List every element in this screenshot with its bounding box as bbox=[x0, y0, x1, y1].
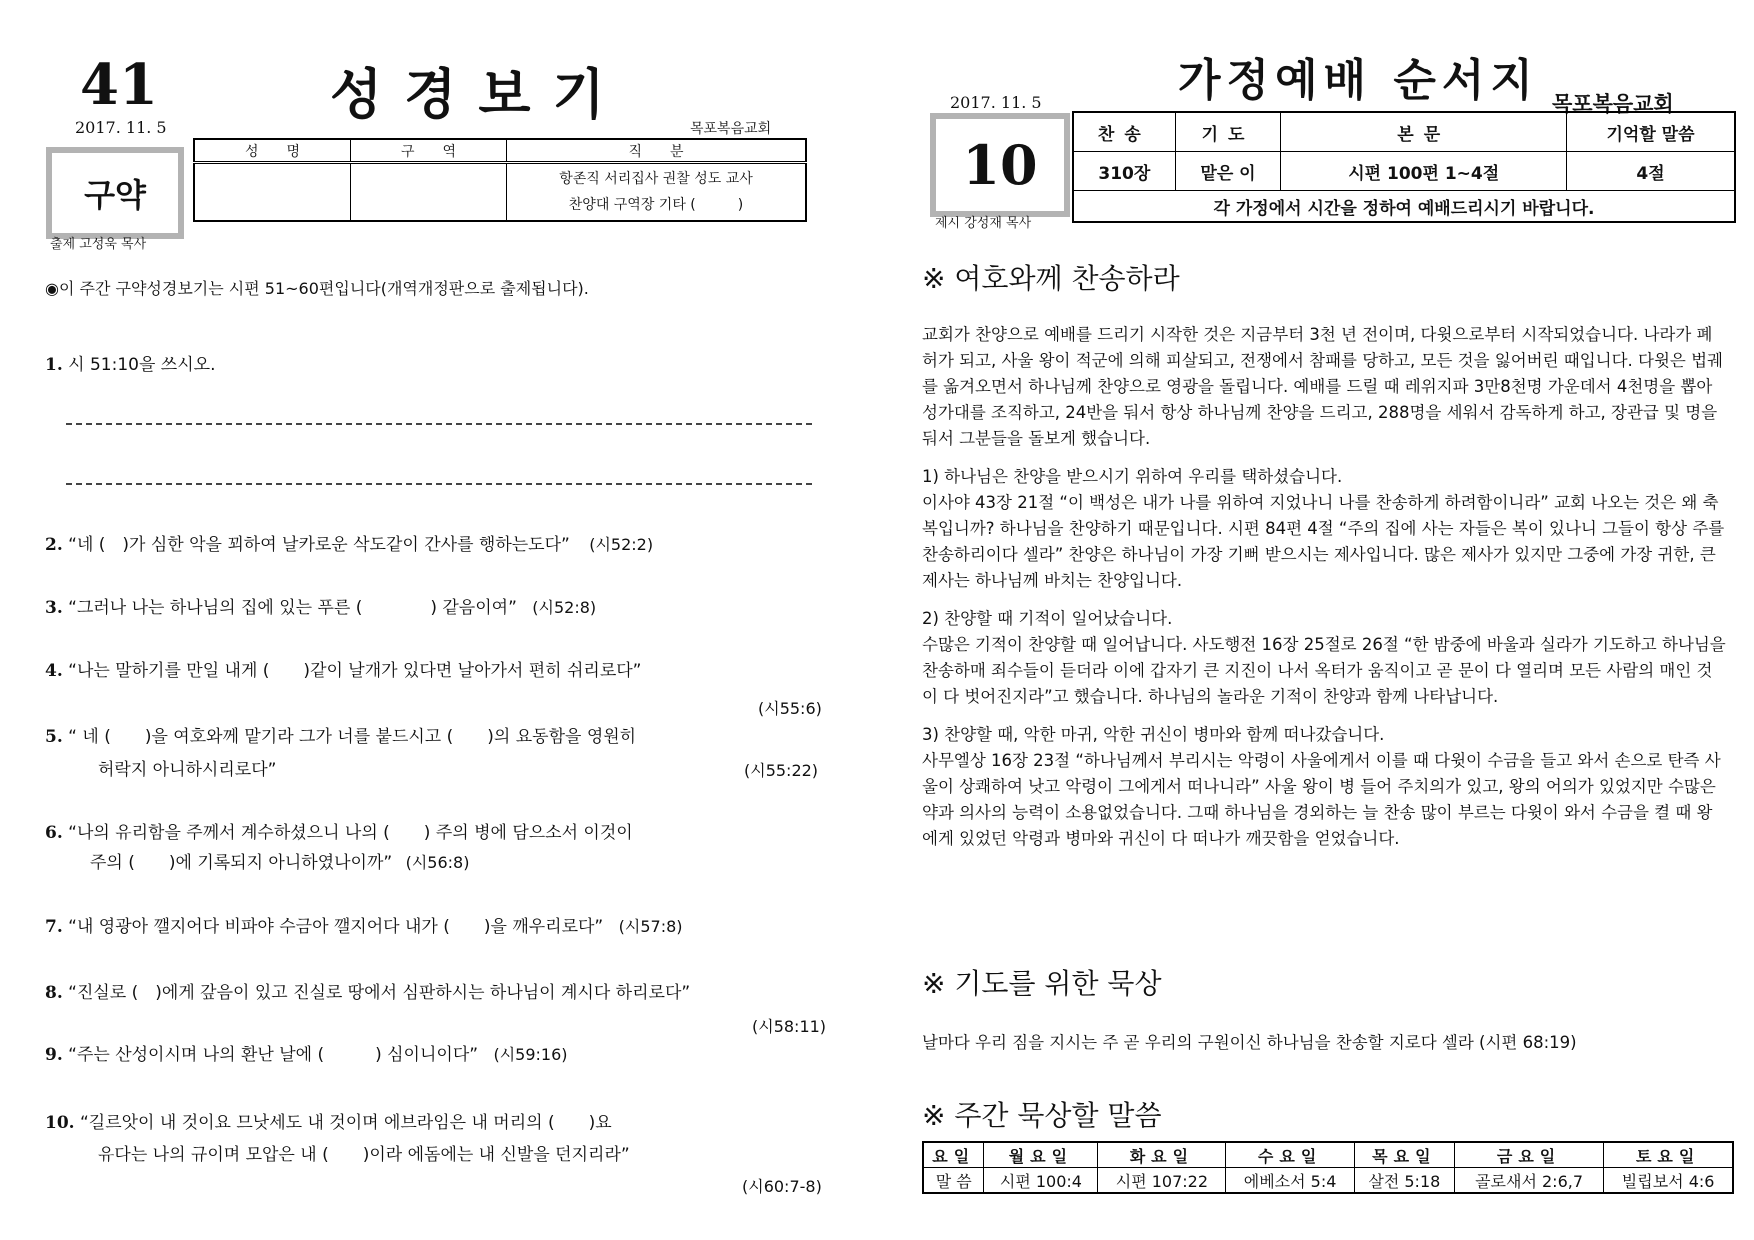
verse-cell: 시편 100:4 bbox=[984, 1168, 1098, 1194]
intro-line: ◉이 주간 구약성경보기는 시편 51~60편입니다(개역개정판으로 출제됩니다). bbox=[45, 279, 589, 298]
question-text: “길르앗이 내 것이요 므낫세도 내 것이며 에브라임은 내 머리의 ( )요 bbox=[79, 1113, 612, 1133]
issue-date: 2017. 11. 5 bbox=[950, 93, 1042, 112]
roles-line-2: 찬양대 구역장 기타 ( ) bbox=[568, 197, 744, 213]
question-number: 8. bbox=[45, 983, 63, 1003]
answer-line[interactable] bbox=[66, 423, 812, 425]
church-name: 목포복음교회 bbox=[690, 121, 772, 137]
question-text: “나는 말하기를 만일 내게 ( )같이 날개가 있다면 날아가서 편히 쉬리로다” bbox=[68, 661, 642, 681]
order-notice: 각 가정에서 시간을 정하여 예배드리시기 바랍니다. bbox=[1073, 191, 1735, 223]
weekday-header: 금요일 bbox=[1454, 1142, 1603, 1168]
question-number: 2. bbox=[45, 535, 63, 555]
weekday-header: 수요일 bbox=[1226, 1142, 1354, 1168]
hymn-header: 찬송 bbox=[1073, 112, 1175, 152]
testament-badge: 구약 bbox=[46, 147, 184, 239]
question-5-line2: 허락지 아니하시리로다” bbox=[98, 760, 277, 780]
verse-cell: 빌립보서 4:6 bbox=[1604, 1168, 1733, 1194]
memory-header: 기억할 말씀 bbox=[1567, 112, 1735, 152]
section-title: ※ 기도를 위한 묵상 bbox=[922, 967, 1162, 1000]
lesson-number: 41 bbox=[80, 52, 158, 118]
question-6 bbox=[45, 818, 633, 848]
question-number: 7. bbox=[45, 917, 63, 937]
weekday-header: 토요일 bbox=[1604, 1142, 1733, 1168]
question-8 bbox=[45, 978, 690, 1008]
question-number: 1. bbox=[45, 355, 63, 375]
question-text: “ 네 ( )을 여호와께 맡기라 그가 너를 붙드시고 ( )의 요동함을 영원히 bbox=[68, 727, 637, 747]
name-field[interactable] bbox=[194, 163, 351, 222]
weekly-verses-table bbox=[922, 1141, 1734, 1194]
answer-info-table bbox=[193, 138, 807, 222]
question-number: 10. bbox=[45, 1113, 75, 1133]
meditation-text: 날마다 우리 짐을 지시는 주 곧 우리의 구원이신 하나님을 찬송할 지로다 셀라 (시편 68:19) bbox=[922, 1033, 1577, 1052]
question-text: 주의 ( )에 기록되지 아니하였나이까” bbox=[90, 853, 393, 873]
page-title: 성경보기 bbox=[330, 63, 627, 126]
question-3 bbox=[45, 593, 596, 623]
roles-line-1: 항존직 서리집사 권찰 성도 교사 bbox=[559, 171, 753, 187]
question-10-line2: 유다는 나의 규이며 모압은 내 ( )이라 에돔에는 내 신발을 던지리라” bbox=[98, 1145, 630, 1165]
name-header: 성 명 bbox=[194, 139, 351, 163]
church-name: 목포복음교회 bbox=[1552, 92, 1674, 116]
weekday-header: 요일 bbox=[923, 1142, 984, 1168]
question-text: “나의 유리함을 주께서 계수하셨으니 나의 ( ) 주의 병에 담으소서 이것이 bbox=[68, 823, 633, 843]
author-line: 제시 강성재 목사 bbox=[935, 216, 1032, 231]
text-value: 시편 100편 1~4절 bbox=[1281, 152, 1567, 191]
verse-cell: 살전 5:18 bbox=[1354, 1168, 1454, 1194]
question-number: 6. bbox=[45, 823, 63, 843]
prayer-header: 기도 bbox=[1175, 112, 1281, 152]
section1-body bbox=[922, 322, 1727, 852]
memory-value: 4절 bbox=[1567, 152, 1735, 191]
scripture-ref: (시52:8) bbox=[532, 598, 597, 617]
paragraph: 교회가 찬양으로 예배를 드리기 시작한 것은 지금부터 3천 년 전이며, 다윗으로부터 시작되었습니다. 나라가 폐허가 되고, 사울 왕이 적군에 의해 피살되고, 전쟁에서 참패를 당하고, 모든 것을 잃어버린 때입니다. 다윗은 법궤를 옮겨오면서 하나님께 찬양으로 영광을 돌립니다. 예배를 드릴 때 레위지파 3만8천명 가운데서 4천명을 뽑아 성가대를 조직하고, 24반을 둬서 항상 하나님께 찬양을 드리고, 288명을 세워서 감독하게 하고, 장관급 및 명을 둬서 그분들을 돌보게 했습니다. bbox=[922, 325, 1723, 448]
question-text: “진실로 ( )에게 갚음이 있고 진실로 땅에서 심판하시는 하나님이 계시다 하리로다” bbox=[68, 983, 691, 1003]
hymn-value: 310장 bbox=[1073, 152, 1175, 191]
question-text: “내 영광아 깰지어다 비파야 수금아 깰지어다 내가 ( )을 깨우리로다” bbox=[68, 917, 604, 937]
question-5 bbox=[45, 722, 636, 752]
question-number: 3. bbox=[45, 598, 63, 618]
scripture-ref: (시59:16) bbox=[493, 1045, 568, 1064]
verse-cell: 에베소서 5:4 bbox=[1226, 1168, 1354, 1194]
position-header: 직 분 bbox=[507, 139, 807, 163]
question-10 bbox=[45, 1108, 612, 1138]
verse-cell: 골로새서 2:6,7 bbox=[1454, 1168, 1603, 1194]
section-title: ※ 여호와께 찬송하라 bbox=[922, 262, 1180, 295]
scripture-ref: (시56:8) bbox=[405, 853, 470, 872]
question-text: “주는 산성이시며 나의 환난 날에 ( ) 심이니이다” bbox=[68, 1045, 479, 1065]
scripture-ref: (시60:7-8) bbox=[742, 1177, 822, 1196]
question-number: 4. bbox=[45, 661, 63, 681]
scripture-ref: (시58:11) bbox=[752, 1017, 827, 1036]
question-9 bbox=[45, 1040, 568, 1070]
question-number: 9. bbox=[45, 1045, 63, 1065]
scripture-ref: (시52:2) bbox=[589, 535, 654, 554]
question-number: 5. bbox=[45, 727, 63, 747]
verse-row-label: 말 씀 bbox=[923, 1168, 984, 1194]
question-text: “그러나 나는 하나님의 집에 있는 푸른 ( ) 같음이여” bbox=[68, 598, 517, 618]
question-1 bbox=[45, 350, 215, 380]
district-header: 구 역 bbox=[351, 139, 507, 163]
prayer-value: 맡은 이 bbox=[1175, 152, 1281, 191]
issue-number-badge: 10 bbox=[930, 113, 1070, 217]
weekday-header: 월요일 bbox=[984, 1142, 1098, 1168]
scripture-ref: (시55:22) bbox=[744, 761, 819, 780]
answer-line[interactable] bbox=[66, 483, 812, 485]
question-6-line2 bbox=[90, 848, 469, 878]
issue-date: 2017. 11. 5 bbox=[75, 118, 167, 137]
weekday-header: 화요일 bbox=[1098, 1142, 1226, 1168]
verse-cell: 시편 107:22 bbox=[1098, 1168, 1226, 1194]
worship-guide-title: 가정예배 순서지 bbox=[1178, 55, 1539, 106]
position-options[interactable] bbox=[507, 163, 807, 222]
paragraph: 1) 하나님은 찬양을 받으시기 위하여 우리를 택하셨습니다. 이사야 43장 21절 “이 백성은 내가 나를 위하여 지었나니 나를 찬송하게 하려함이니라” 교회 나오는 것은 왜 축복입니까? 하나님을 찬양하기 때문입니다. 시편 84편 4절 “주의 집에 사는 자들은 복이 있나니 그들이 항상 주를 찬송하리이다 셀라” 찬양은 하나님이 가장 기뻐 받으시는 제사입니다. 많은 제사가 있지만 그중에 가장 귀한, 큰 제사는 하나님께 바치는 찬양입니다. bbox=[922, 467, 1725, 590]
question-4 bbox=[45, 656, 641, 686]
paragraph: 2) 찬양할 때 기적이 일어났습니다. 수많은 기적이 찬양할 때 일어납니다. 사도행전 16장 25절로 26절 “한 밤중에 바울과 실라가 기도하고 하나님을 찬송하매 죄수들이 듣더라 이에 갑자기 큰 지진이 나서 옥터가 움직이고 곧 문이 다 열리며 모든 사람의 매인 것이 다 벗어진지라”고 했습니다. 하나님의 놀라운 기적이 찬양과 함께 나타납니다. bbox=[922, 609, 1726, 706]
paragraph: 3) 찬양할 때, 악한 마귀, 악한 귀신이 병마와 함께 떠나갔습니다. 사무엘상 16장 23절 “하나님께서 부리시는 악령이 사울에게서 이를 때 다윗이 수금을 들고 와서 손으로 탄즉 사울이 상쾌하여 낫고 악령이 그에게서 떠나니라” 사울 왕이 병 들어 주치의가 있고, 왕의 어의가 있었지만 수많은 약과 의사의 능력이 소용없었습니다. 그때 하나님을 경외하는 늘 찬송 많이 부르는 다윗이 와서 수금을 켤 때 왕에게 있었던 악령과 병마와 귀신이 다 떠나가 깨끗함을 얻었습니다. bbox=[922, 725, 1721, 848]
scripture-ref: (시57:8) bbox=[618, 917, 683, 936]
scripture-ref: (시55:6) bbox=[758, 699, 822, 718]
district-field[interactable] bbox=[351, 163, 507, 222]
author-line: 출제 고성욱 목사 bbox=[50, 237, 147, 252]
question-text: “네 ( )가 심한 악을 꾀하여 날카로운 삭도같이 간사를 행하는도다” bbox=[68, 535, 570, 555]
worship-order-table bbox=[1072, 111, 1736, 223]
weekday-header: 목요일 bbox=[1354, 1142, 1454, 1168]
question-2 bbox=[45, 530, 653, 560]
question-text: 시 51:10을 쓰시오. bbox=[68, 355, 216, 375]
question-7 bbox=[45, 912, 683, 942]
text-header: 본문 bbox=[1281, 112, 1567, 152]
section-title: ※ 주간 묵상할 말씀 bbox=[922, 1099, 1162, 1132]
